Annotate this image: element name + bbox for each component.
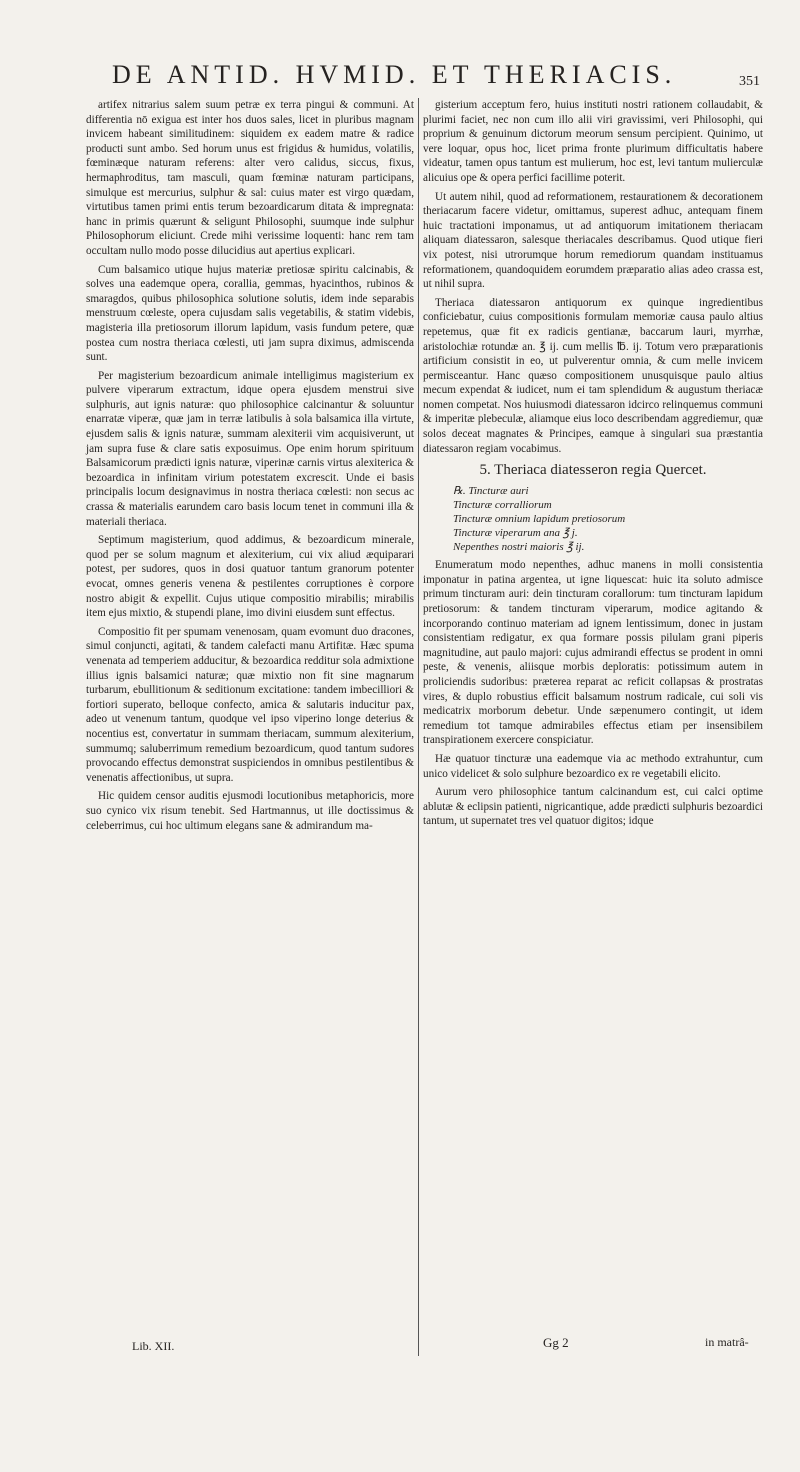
running-header: [90, 56, 760, 96]
page-number: 351: [739, 74, 760, 89]
paragraph: Ut autem nihil, quod ad reformationem, restaurationem & decorationem theriacarum facere videtur, omittamus, superest adhuc, antequam finem huic tractationi imponamus, ut ad antiquorum imitationem theriacam aliquam diatessaron, salesque theriacales describamus. Quod utique fieri vix potest, nisi utrorumque horum remediorum quandam instituamus reformationem, quandoquidem eorumdem præparatio alias adeo crassa est, ut nihil supra.: [423, 190, 763, 291]
paragraph: Aurum vero philosophice tantum calcinandum est, cui calci optime ablutæ & eclipsin patienti, nigricantique, adde prædicti sulphuris bezoardici tantum, ut supernatet tres vel quatuor digitos; idque: [423, 786, 763, 828]
paragraph: Septimum magisterium, quod addimus, & bezoardicum minerale, quod per se solum magnum et alexiterium, cui vix aliud æquiparari potest, per sudores, quos in dosi quatuor tantum granorum potenter evocat, omnes generis venena & pestilentes corruptiones è corpore nostro abigit & expellit. Cujus utique compositio mirabilis; mirabilis item ejus mixtio, & stupendi plane, imo divini eiusdem sunt effectus.: [86, 534, 414, 620]
paragraph: Per magisterium bezoardicum animale intelligimus magisterium ex pulvere viperarum extractum, idque opera ejusdem menstrui sive sulphuris, aut ignis naturæ: quo philosophice calcinantur & soluuntur enarratæ viperæ, quæ jam in terræ latibulis à sola balsamica illa virtute, ejusdem salis & ignis naturæ, summam alexiterii vim acquisiverunt, ut jam supra fuse & clare satis exposuimus. Ope enim horum spirituum Balsamicorum prædicti ignis naturæ, viperinæ carnis virtus alexiterica & bezoardica in infinitam virium potestatem excrescit. Unde ei basis principalis locum designavimus in nostra theriaca cœlesti: non secus ac crassa & materialis earundem caro basis locum tenet in communi illa & materiali theriaca.: [86, 369, 414, 528]
recipe-list: [453, 484, 763, 554]
recipe-line: Tincturæ omnium lapidum pretiosorum: [453, 513, 626, 526]
paragraph: artifex nitrarius salem suum petræ ex terra pingui & communi. At differentia nō exigua est inter hos duos sales, licet in pluribus magnam invicem habeant similitudinem: siquidem ex eadem matre & radice producti sunt ambo. Sed horum unus est frigidus & humidus, volatilis, fœminæque naturam referens: alter vero calidus, siccus, fixus, hermaphroditus, tam masculi, quam fœminæ naturam participans, simulque est mercurius, sulphur & sal: cuius mater est virgo quædam, virtutibus tamen primi entis terum bezoardicarum ditata & impregnata: hanc in primis quærunt & seligunt Philosophi, suumque inde sulphur Philosophorum eliciunt. Crede mihi verissime loquenti: hanc rem tam occultam nullo modo posse dilucidius aut apertius explicari.: [86, 99, 414, 257]
paragraph: Enumeratum modo nepenthes, adhuc manens in molli consistentia imponatur in patina argentea, ut igne liquescat: huic ita soluto admisce primum tincturam auri: dein tincturam corallorum: tum tincturam lapidum pretiosorum: & tandem tincturam viperarum, modice agitando & incorporando continuo materiam ad ignem lentissimum, donec in justam consistentiam redigatur, ex qua formare possis pilulam grani piperis magnitudine, aut paulo majori: cujus admirandi effectus se prodent in omni peste, & venenis, aliisque morbis deploratis: potissimum autem in proliciendis sudoribus: præterea reparat ac reficit collapsas & prostratas vires, & duplo robustius efficit balsamum nostrum radicale, cui soli vis medicatrix morborum debetur. Unde sæpenumero contingit, ut idem remedium tot tamque admirabiles effectus etiam per insensibilem transpirationem exercere conspiciatur.: [423, 559, 763, 747]
page-footer: [0, 1335, 800, 1359]
paragraph: Compositio fit per spumam venenosam, quam evomunt duo dracones, simul conjuncti, agitati, & tandem calefacti manu Artifitæ. Hæc spuma venenata ad temperiem adducitur, & bezoardica redditur sola admixtione illius ignis balsamici naturæ; quæ mixtio non fit sine magnarum turbarum, ebullitionum & seditionum excitatione: tandem imbecilliori & fortiori superato, belloque confecto, amica & salutaris inducitur pax, adeo ut venenum tantum, quodque vel ipso viperino longe deterius & nocentius est, convertatur in summam theriacam, summum alexiterium, summumq; saluberrimum remedium bezoardicum, quod tantum sudores provocando effectus demonstrat suspiciendos in omnibus pestilentibus & venenatis affectionibus, ut supra.: [86, 625, 414, 784]
column-divider: [418, 98, 419, 1356]
paragraph: gisterium acceptum fero, huius instituti nostri rationem collaudabit, & plurimi faciet, nec non cum illo alii viri gravissimi, veri Philosophi, qui proprium & genuinum dictorum meorum sensum percipient. Quinimo, ut vere loquar, opus hoc, licet prima fronte plurimum difficultatis habere videatur, tamen opus tantum est mulierum, hoc est, levi tantum mulierculæ alicuius ope & opera perfici facillime poterit.: [423, 99, 763, 184]
recipe-line: Tincturæ corralliorum: [453, 499, 552, 512]
recipe-line: Nepenthes nostri maioris ℥ ij.: [453, 541, 585, 554]
recipe-heading: 5. Theriaca diatesseron regia Quercet.: [479, 462, 707, 479]
paragraph: Hæ quatuor tincturæ una eademque via ac methodo extrahuntur, cum unico videlicet & solo sulphure bezoardico ex re vegetabili elicito.: [423, 752, 763, 780]
recipe-line: Tincturæ viperarum ana ℥ j.: [453, 527, 578, 540]
paragraph: Cum balsamico utique hujus materiæ pretiosæ spiritu calcinabis, & solves una eademque opera, corallia, gemmas, hyacinthos, rubinos & smaragdos, quibus philosophica solutione solutis, idem inde separabis menstruum cœleste, opera cujusdam salis vegetabilis, & statim videbis, magisteria illa pretiosorum illorum lapidum, vasis fundum petere, quæ postea cum nostra theriaca cœlesti, uti jam supra diximus, admiscenda sunt.: [86, 263, 414, 364]
recipe-line: ℞. Tincturæ auri: [453, 485, 529, 498]
right-column: [423, 98, 763, 833]
running-title: DE ANTID. HVMID. ET THERIACIS.: [112, 60, 677, 89]
book-reference: Lib. XII.: [132, 1339, 175, 1353]
catchword: in matrâ-: [705, 1335, 749, 1349]
paragraph: Theriaca diatessaron antiquorum ex quinque ingredientibus conficiebatur, cuius compositionis formulam memoriæ causa paulo altius repetemus, quæ fit ex radicis gentianæ, baccarum lauri, myrrhæ, aristolochiæ rotundæ an. ℥ ij. cum mellis ℔. ij. Totum vero præparationis artificium consistit in eo, ut pulverentur omnia, & cum melle invicem permisceantur. Hanc quæso compositionem unusquisque paulo altius mecum expendat & iudicet, num ei tam splendidum & augustum theriacæ nomen competat. Nos huiusmodi diatessaron idcirco relinquemus communi & imperitæ plebeculæ, aliamque eius loco describendam aggrediemur, quæ solos deceat magnates & Principes, eamque à singulari sua præstantia diatessaron regiam vocabimus.: [423, 296, 763, 455]
left-column: [86, 98, 414, 837]
paragraph: Hic quidem censor auditis ejusmodi locutionibus metaphoricis, more suo cynico vix risum tenebit. Sed Hartmannus, ut ille doctissimus & celeberrimus, cui hoc ultimum elegans sane & admirandum ma-: [86, 790, 414, 832]
signature-mark: Gg 2: [543, 1335, 569, 1350]
